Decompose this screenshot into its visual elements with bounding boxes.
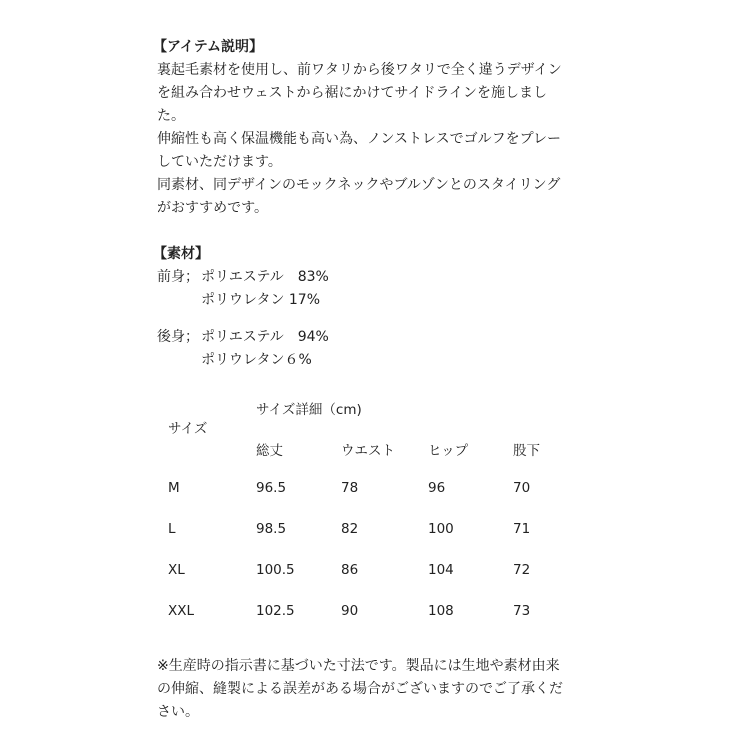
size-detail-header: サイズ詳細（cm) [256,402,362,418]
table-cell: 82 [341,521,359,537]
description-line: していただけます。 [157,154,282,170]
description-line: た。 [157,108,185,124]
table-cell: 86 [341,562,359,578]
row-size: L [168,521,176,537]
row-size: XXL [168,603,195,619]
material-front-line2: ポリウレタン 17% [201,292,321,308]
description-line: 同素材、同デザインのモックネックやブルゾンとのスタイリング [157,177,561,193]
item-description-heading: 【アイテム説明】 [153,39,264,55]
table-cell: 100 [428,521,454,537]
material-heading: 【素材】 [153,246,209,262]
description-line: 裏起毛素材を使用し、前ワタリから後ワタリで全く違うデザイン [157,62,562,78]
table-cell: 96 [428,480,446,496]
row-size: M [168,480,180,496]
description-line: を組み合わせウェストから裾にかけてサイドラインを施しまし [157,85,548,101]
table-cell: 100.5 [256,562,295,578]
table-cell: 102.5 [256,603,295,619]
table-cell: 104 [428,562,454,578]
column-header: 総丈 [256,443,283,459]
material-front [157,266,597,289]
table-cell: 72 [513,562,531,578]
note-line: ※生産時の指示書に基づいた寸法です。製品には生地や素材由来 [157,658,560,674]
column-header: ヒップ [428,443,469,459]
row-size: XL [168,562,185,578]
size-header: サイズ [168,421,208,437]
material-front-label: 前身； [157,269,199,285]
description-line: 伸縮性も高く保温機能も高い為、ノンストレスでゴルフをプレー [157,131,562,147]
material-back-line2: ポリウレタン６% [201,352,312,368]
material-back-line1: ポリエステル 94% [201,329,329,345]
note-line: さい。 [157,704,199,720]
material-back [157,326,597,349]
product-description [153,36,597,372]
column-header: ウエスト [341,443,395,459]
table-cell: 71 [513,521,531,537]
material-back-label: 後身； [157,329,199,345]
table-cell: 90 [341,603,359,619]
description-line: がおすすめです。 [157,200,269,216]
column-header: 股下 [513,443,540,459]
table-cell: 70 [513,480,531,496]
note-line: の伸縮、縫製による誤差がある場合がございますのでご了承くだ [157,681,563,697]
table-cell: 78 [341,480,359,496]
table-cell: 96.5 [256,480,287,496]
table-cell: 108 [428,603,454,619]
table-cell: 73 [513,603,531,619]
table-cell: 98.5 [256,521,287,537]
material-front-line1: ポリエステル 83% [201,269,329,285]
measurement-note [157,655,597,724]
